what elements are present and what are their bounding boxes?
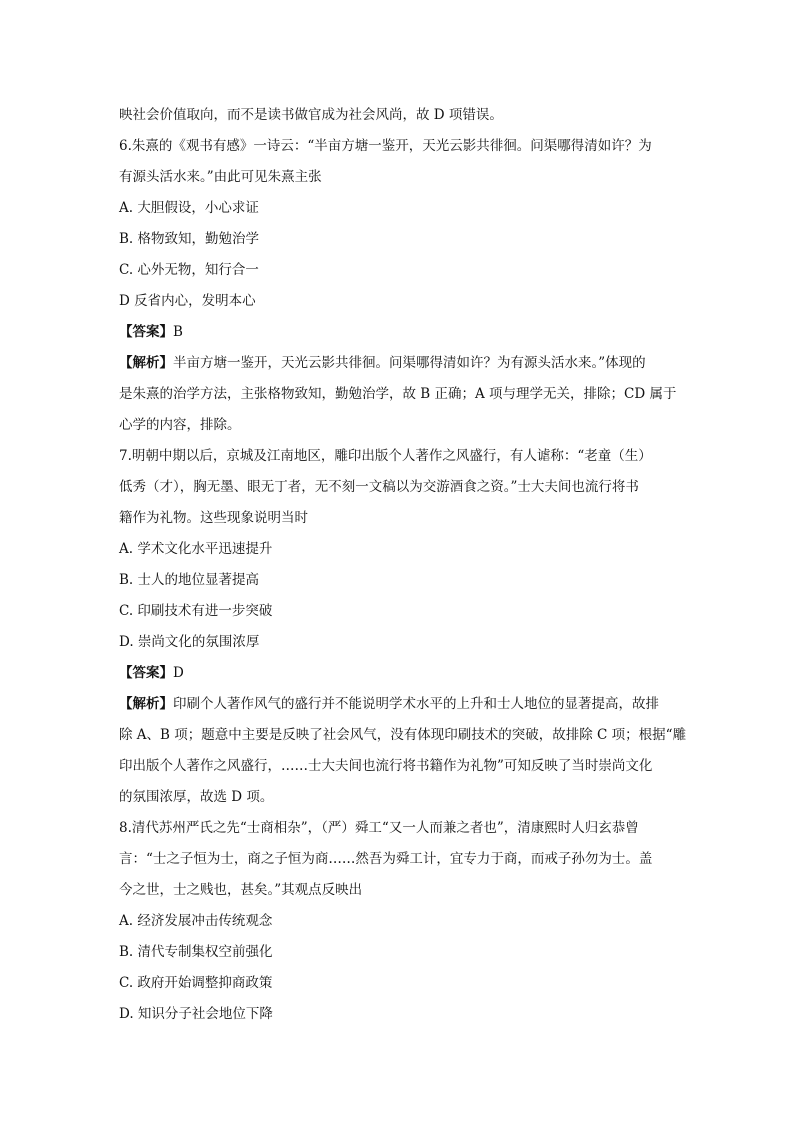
- question-7-stem-line-3: 籍作为礼物。这些现象说明当时: [119, 510, 308, 526]
- question-6-stem-line-1: 6.朱熹的《观书有感》一诗云：“半亩方塘一鉴开，天光云影共徘徊。问渠哪得清如许？为: [119, 138, 652, 154]
- question-6-answer: [119, 317, 679, 348]
- question-8-stem-line-3: 今之世，士之贱也，甚矣。”其观点反映出: [119, 882, 363, 898]
- question-8-stem-line-2: 言：“士之子恒为士，商之子恒为商……然吾为舜工计，宜专力于商，而戒子孙勿为士。盖: [119, 851, 653, 867]
- question-7-option-b: B. 士人的地位显著提高: [119, 572, 260, 588]
- explanation-text: 半亩方塘一鉴开，天光云影共徘徊。问渠哪得清如许？为有源头活水来。”体现的: [173, 355, 646, 371]
- question-7-option-c: C. 印刷技术有进一步突破: [119, 603, 273, 619]
- question-8-option-b: B. 清代专制集权空前强化: [119, 944, 273, 960]
- document-page: [119, 100, 687, 1030]
- explanation-text: 印刷个人著作风气的盛行并不能说明学术水平的上升和士人地位的显著提高，故排: [173, 696, 659, 712]
- question-8-stem-line-1: 8.清代苏州严氏之先“士商相杂”，（严）舜工“又一人而兼之者也”，清康熙时人归玄恭曾: [119, 820, 639, 836]
- answer-value: B: [173, 324, 183, 340]
- explanation-label: 【解析】: [119, 355, 173, 371]
- question-6-explanation-line-1: [119, 348, 679, 379]
- question-7-answer: [119, 658, 679, 689]
- question-8-option-d: D. 知识分子社会地位下降: [119, 1006, 273, 1022]
- answer-value: D: [173, 665, 184, 681]
- question-7-stem-line-2: 低秀（才），胸无墨、眼无丁者，无不刻一文稿以为交游酒食之资。”士大夫间也流行将书: [119, 479, 639, 495]
- question-7-explanation-line-3: 印出版个人著作之风盛行，……士大夫间也流行将书籍作为礼物”可知反映了当时崇尚文化: [119, 758, 653, 774]
- question-6-explanation-line-3: 心学的内容，排除。: [119, 417, 241, 433]
- question-8-option-c: C. 政府开始调整抑商政策: [119, 975, 273, 991]
- question-6-option-b: B. 格物致知，勤勉治学: [119, 231, 260, 247]
- question-6-option-a: A. 大胆假设，小心求证: [119, 200, 259, 216]
- question-7-option-a: A. 学术文化水平迅速提升: [119, 541, 273, 557]
- text-line: 映社会价值取向，而不是读书做官成为社会风尚，故 D 项错误。: [119, 107, 503, 123]
- question-6-option-d: D 反省内心，发明本心: [119, 293, 256, 309]
- question-7-explanation-line-2: 除 A、B 项；题意中主要是反映了社会风气，没有体现印刷技术的突破，故排除 C 项；根据“雕: [119, 727, 687, 743]
- answer-label: 【答案】: [119, 665, 173, 681]
- question-7-explanation-line-1: [119, 689, 679, 720]
- question-8-option-a: A. 经济发展冲击传统观念: [119, 913, 273, 929]
- question-6-option-c: C. 心外无物，知行合一: [119, 262, 259, 278]
- question-7-option-d: D. 崇尚文化的氛围浓厚: [119, 634, 260, 650]
- question-6-explanation-line-2: 是朱熹的治学方法，主张格物致知，勤勉治学，故 B 正确；A 项与理学无关，排除；CD 属于: [119, 386, 677, 402]
- question-7-explanation-line-4: 的氛围浓厚，故选 D 项。: [119, 789, 274, 805]
- explanation-label: 【解析】: [119, 696, 173, 712]
- question-6-stem-line-2: 有源头活水来。”由此可见朱熹主张: [119, 169, 322, 185]
- answer-label: 【答案】: [119, 324, 173, 340]
- question-7-stem-line-1: 7.明朝中期以后，京城及江南地区，雕印出版个人著作之风盛行，有人谑称：“老童（生）: [119, 448, 652, 464]
